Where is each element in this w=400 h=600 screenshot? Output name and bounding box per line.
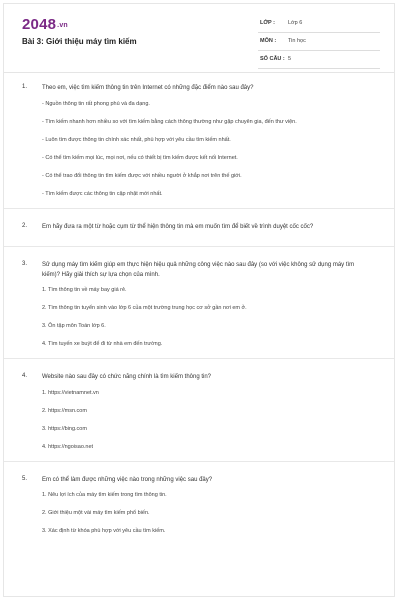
- meta-row: [258, 51, 380, 69]
- question-option: - Tìm kiếm nhanh hơn nhiều so với tìm kiếm bằng cách thông thường như gặp chuyên gia, đến thư viện.: [42, 118, 297, 125]
- question-separator: [4, 358, 394, 359]
- question-text: Theo em, việc tìm kiếm thông tin trên Internet có những đặc điểm nào sau đây?: [42, 85, 254, 91]
- question-option: 2. Giới thiệu một vài máy tìm kiếm phổ biến.: [42, 510, 150, 516]
- question-option: 4. Tìm tuyến xe buýt để đi từ nhà em đến trường.: [42, 341, 163, 347]
- questions-list: [4, 84, 394, 545]
- meta-value: Lớp 6: [288, 20, 303, 26]
- meta-key: MÔN :: [260, 38, 277, 44]
- question-block: [4, 261, 394, 349]
- header-divider: [4, 72, 394, 73]
- meta-key: SỐ CÂU :: [260, 56, 285, 62]
- site-logo[interactable]: [22, 16, 68, 33]
- question-option: - Luôn tìm được thông tin chính xác nhất, phù hợp với yêu cầu tìm kiếm nhất.: [42, 136, 231, 143]
- page-title: Bài 3: Giới thiệu máy tìm kiếm: [22, 37, 137, 46]
- question-separator: [4, 461, 394, 462]
- question-number: 1.: [22, 84, 28, 90]
- question-separator: [4, 208, 394, 209]
- logo-main-text: 2048: [22, 16, 57, 33]
- question-option: 1. Nêu lợi ích của máy tìm kiếm trong tìm thông tin.: [42, 492, 167, 498]
- question-number: 5.: [22, 475, 28, 482]
- meta-row: [258, 33, 380, 51]
- logo-suffix-text: .vn: [57, 21, 68, 29]
- question-option: - Có thể trao đổi thông tin tìm kiếm được với nhiều người ở khắp nơi trên thế giới.: [42, 172, 242, 179]
- meta-key: LỚP :: [260, 20, 275, 26]
- meta-row: [258, 15, 380, 33]
- question-option: 3. Ôn tập môn Toán lớp 6.: [42, 323, 106, 329]
- question-option: 2. Tìm thông tin tuyển sinh vào lớp 6 của một trường trung học cơ sở gần nơi em ở.: [42, 305, 247, 311]
- question-block: [4, 84, 394, 199]
- question-number: 3.: [22, 261, 28, 267]
- question-option: 3. https://bing.com: [42, 425, 87, 432]
- question-block: [4, 223, 394, 233]
- question-block: [4, 476, 394, 537]
- question-option: 1. https://vietnamnet.vn: [42, 389, 99, 396]
- page-header: [4, 4, 394, 70]
- question-text: Sử dụng máy tìm kiếm giúp em thực hiện hiệu quả những công việc nào sau đây (so với việc không sử dụng máy tìm kiếm)? Hãy giải thích sự lựa chọn của mình.: [42, 262, 355, 278]
- question-option: - Tìm kiếm được các thông tin cập nhật mới nhất.: [42, 190, 163, 197]
- worksheet-page: [3, 3, 395, 597]
- meta-value: 5: [288, 56, 292, 62]
- question-text: Em hãy đưa ra một từ hoặc cụm từ thể hiện thông tin mà em muốn tìm để biết về trình duyệt cốc cốc?: [42, 223, 314, 230]
- question-number: 2.: [22, 222, 28, 229]
- question-option: 4. https://ngoisao.net: [42, 443, 94, 450]
- question-text: Website nào sau đây có chức năng chính là tìm kiếm thông tin?: [42, 374, 212, 380]
- question-option: 1. Tìm thông tin về máy bay giá rẻ.: [42, 287, 127, 293]
- question-separator: [4, 246, 394, 247]
- question-block: [4, 373, 394, 452]
- question-number: 4.: [22, 373, 28, 379]
- question-option: 2. https://msn.com: [42, 407, 87, 414]
- meta-value: Tin học: [288, 38, 306, 44]
- question-option: - Có thể tìm kiếm mọi lúc, mọi nơi, nếu có thiết bị tìm kiếm được kết nối Internet.: [42, 154, 238, 161]
- meta-info-table: [258, 15, 380, 69]
- question-option: 3. Xác định từ khóa phù hợp với yêu cầu tìm kiếm.: [42, 528, 166, 534]
- question-option: - Nguồn thông tin rất phong phú và đa dạng.: [42, 100, 150, 107]
- question-text: Em có thể làm được những việc nào trong những việc sau đây?: [42, 476, 213, 483]
